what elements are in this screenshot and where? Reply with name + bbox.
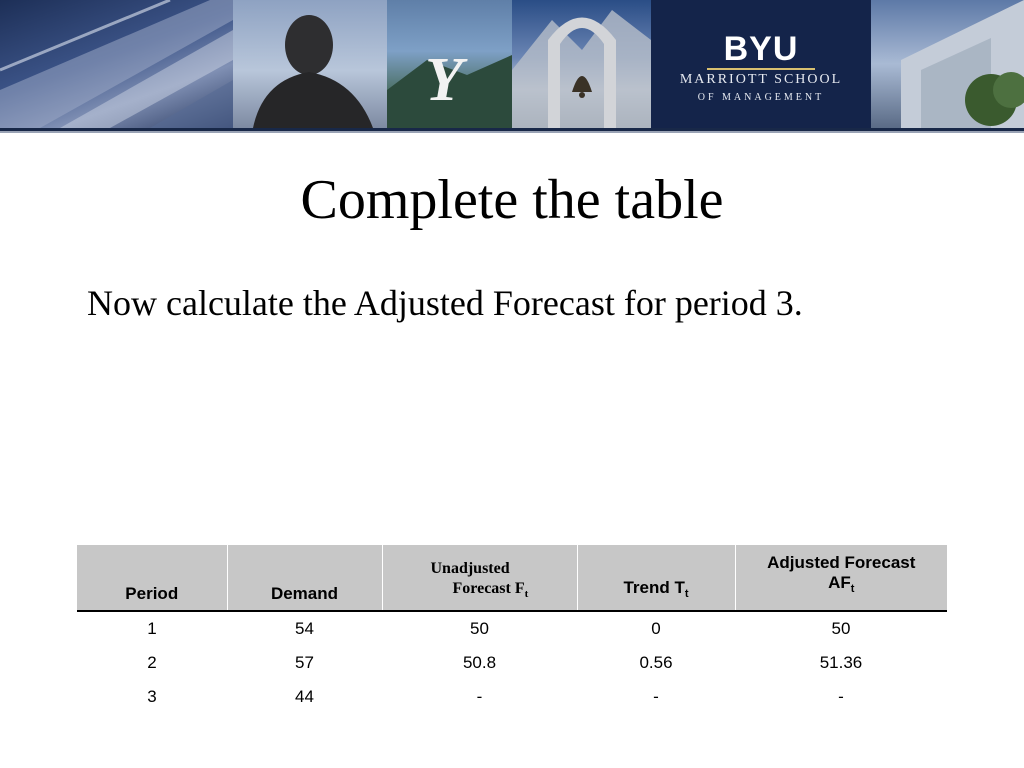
header-adjusted-forecast xyxy=(735,545,947,611)
header-adjusted-subscript: t xyxy=(850,583,855,595)
y-mountain-graphic xyxy=(387,0,512,128)
cell-forecast: 50 xyxy=(470,619,489,638)
header-banner xyxy=(0,0,1024,128)
header-trend-text: Trend T xyxy=(623,578,685,597)
header-unadjusted-subscript: t xyxy=(524,588,529,600)
cell-adjusted: 50 xyxy=(831,619,851,638)
table-row xyxy=(77,646,947,680)
forecast-table xyxy=(77,545,947,714)
cell-demand: 54 xyxy=(295,619,314,638)
cell-adjusted: - xyxy=(838,687,844,706)
byu-logo-panel xyxy=(651,0,871,128)
bell-tower-photo xyxy=(512,0,651,128)
header-trend xyxy=(577,545,735,611)
header-unadjusted-line1: Unadjusted xyxy=(430,560,510,577)
header-adjusted-line1: Adjusted Forecast xyxy=(767,553,916,572)
header-adjusted-line2 xyxy=(736,573,948,599)
byu-logo: BYU xyxy=(723,30,799,68)
header-unadjusted-forecast xyxy=(382,545,577,611)
cell-trend: - xyxy=(653,687,659,706)
building-photo-right xyxy=(871,0,1024,128)
mountain-y-photo xyxy=(387,0,512,128)
banner-divider-light xyxy=(0,131,1024,133)
cell-forecast: 50.8 xyxy=(462,653,497,672)
svg-text:Y: Y xyxy=(425,46,463,114)
header-period: Period xyxy=(77,545,227,611)
statue-photo xyxy=(233,0,387,128)
building-tree-graphic xyxy=(871,0,1024,128)
statue-graphic xyxy=(233,0,387,128)
building-facade-graphic xyxy=(0,0,233,128)
forecast-table-container xyxy=(77,545,947,714)
header-adjusted-text: AF xyxy=(828,573,851,592)
logo-divider xyxy=(707,68,815,70)
header-unadjusted-line2 xyxy=(383,579,577,604)
logo-school-name: MARRIOTT SCHOOL xyxy=(679,72,843,87)
header-unadjusted-text: Forecast F xyxy=(452,580,525,597)
cell-trend: 0 xyxy=(651,619,661,638)
cell-period: 1 xyxy=(147,619,157,638)
table-row xyxy=(77,611,947,646)
cell-forecast: - xyxy=(476,687,483,706)
cell-adjusted: 51.36 xyxy=(819,653,863,672)
table-header-row xyxy=(77,545,947,611)
cell-period: 3 xyxy=(147,687,157,706)
cell-period: 2 xyxy=(147,653,157,672)
bell-arch-graphic xyxy=(512,0,651,128)
cell-trend: 0.56 xyxy=(639,653,673,672)
cell-demand: 44 xyxy=(295,687,314,706)
logo-management: OF MANAGEMENT xyxy=(697,92,825,103)
table-row xyxy=(77,680,947,714)
header-trend-subscript: t xyxy=(684,588,689,600)
slide-title: Complete the table xyxy=(300,169,724,231)
building-photo-left xyxy=(0,0,233,128)
slide-body-text: Now calculate the Adjusted Forecast for period 3. xyxy=(87,283,803,323)
cell-demand: 57 xyxy=(295,653,314,672)
header-demand: Demand xyxy=(227,545,382,611)
